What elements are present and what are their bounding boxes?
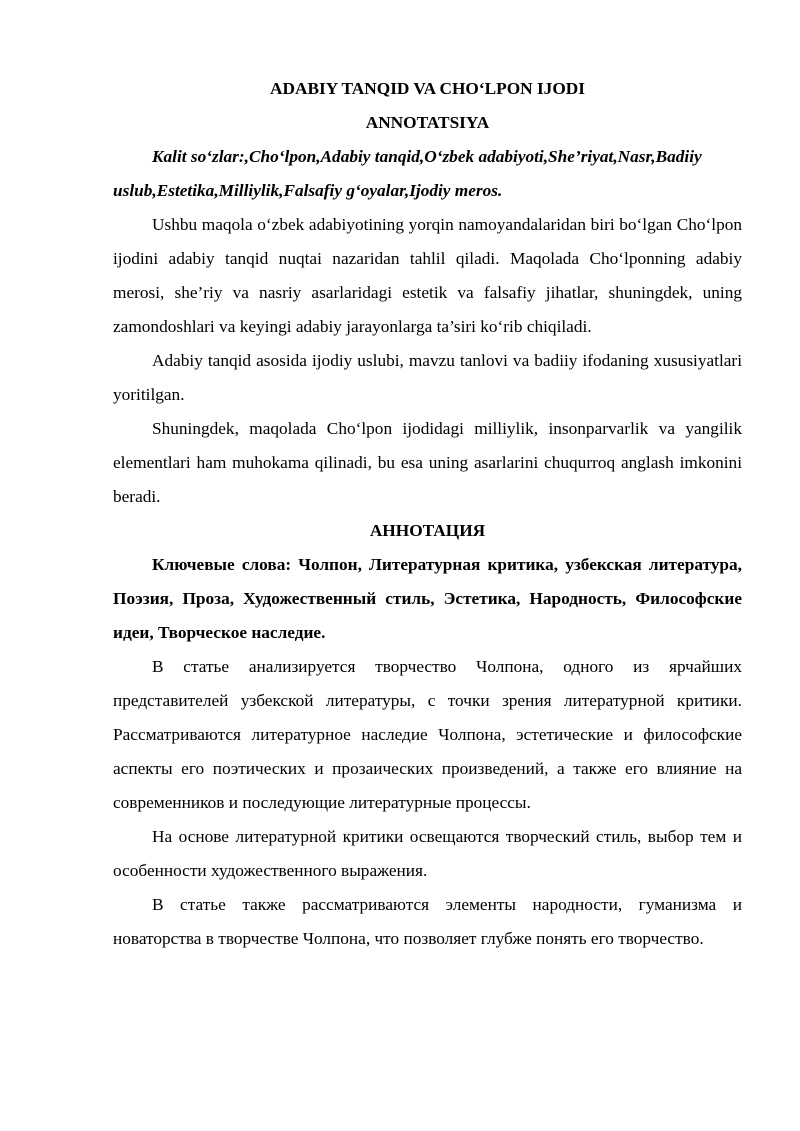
document-page (113, 68, 742, 956)
ru-paragraph-1: В статье анализируется творчество Чолпона, одного из ярчайших представителей узбекской литературы, с точки зрения литературной критики. Рассматриваются литературное наследие Чолпона, эстетические и философские аспекты его поэтических и прозаических произведений, а также его влияние на современников и последующие литературные процессы. (113, 657, 742, 812)
article-title: ADABIY TANQID VA CHO‘LPON IJODI (270, 79, 585, 98)
uz-keywords: Kalit so‘zlar:,Cho‘lpon,Adabiy tanqid,O‘zbek adabiyoti,She’riyat,Nasr,Badiiy uslub,Estetika,Milliylik,Falsafiy g‘oyalar,Ijodiy meros. (113, 147, 702, 200)
ru-keywords: Ключевые слова: Чолпон, Литературная критика, узбекская литература, Поэзия, Проза, Художественный стиль, Эстетика, Народность, Философские идеи, Творческое наследие. (113, 555, 742, 642)
ru-paragraph-3: В статье также рассматриваются элементы народности, гуманизма и новаторства в творчестве Чолпона, что позволяет глубже понять его творчество. (113, 895, 742, 948)
uz-paragraph-1: Ushbu maqola o‘zbek adabiyotining yorqin namoyandalaridan biri bo‘lgan Cho‘lpon ijodini adabiy tanqid nuqtai nazaridan tahlil qiladi. Maqolada Cho‘lponning adabiy merosi, she’riy va nasriy asarlaridagi estetik va falsafiy jihatlar, shuningdek, uning zamondoshlari va keyingi adabiy jarayonlarga ta’siri ko‘rib chiqiladi. (113, 215, 742, 336)
uz-annotation-heading: ANNOTATSIYA (365, 113, 490, 132)
uz-paragraph-3: Shuningdek, maqolada Cho‘lpon ijodidagi milliylik, insonparvarlik va yangilik elementlari ham muhokama qilinadi, bu esa uning asarlarini chuqurroq anglash imkonini beradi. (113, 419, 742, 506)
ru-paragraph-2: На основе литературной критики освещаются творческий стиль, выбор тем и особенности художественного выражения. (113, 827, 742, 880)
ru-annotation-heading: АННОТАЦИЯ (369, 521, 486, 540)
uz-paragraph-2: Adabiy tanqid asosida ijodiy uslubi, mavzu tanlovi va badiiy ifodaning xususiyatlari yoritilgan. (113, 351, 742, 404)
